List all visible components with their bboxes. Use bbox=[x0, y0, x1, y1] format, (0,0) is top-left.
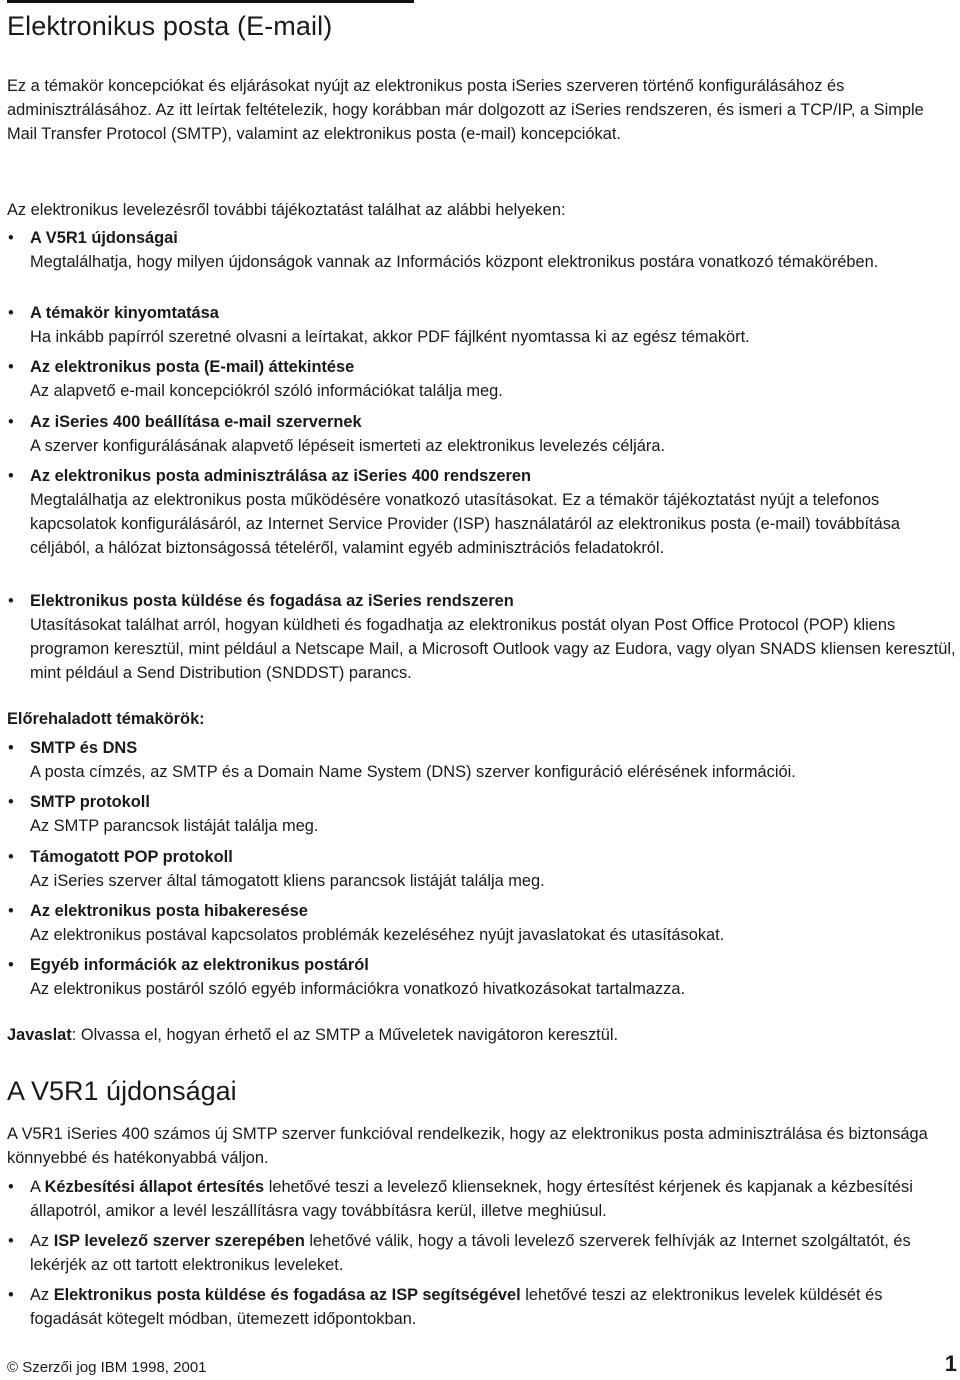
page-number: 1 bbox=[944, 1351, 957, 1376]
feature-link[interactable]: Elektronikus posta küldése és fogadása az ISP segítségével bbox=[53, 1286, 521, 1304]
page-title: Elektronikus posta (E-mail) bbox=[7, 11, 333, 41]
feature-prefix: A bbox=[30, 1178, 45, 1196]
bullet-icon: • bbox=[8, 1286, 14, 1304]
bullet-icon: • bbox=[8, 793, 14, 811]
feature-prefix: Az bbox=[30, 1286, 54, 1304]
bullet-icon: • bbox=[8, 902, 14, 920]
feature-prefix: Az bbox=[30, 1232, 54, 1250]
tip-label: Javaslat bbox=[7, 1026, 72, 1044]
page-footer bbox=[7, 1351, 957, 1380]
list-item bbox=[7, 845, 957, 893]
bullet-icon: • bbox=[8, 848, 14, 866]
info-item-title[interactable]: Elektronikus posta küldése és fogadása az iSeries rendszeren bbox=[30, 592, 514, 610]
list-item bbox=[7, 301, 957, 349]
list-item bbox=[7, 953, 957, 1001]
info-item-desc: Az alapvető e-mail koncepciókról szóló információkat találja meg. bbox=[30, 382, 503, 400]
section-title: A V5R1 újdonságai bbox=[7, 1076, 237, 1106]
tip-line bbox=[7, 1023, 957, 1047]
info-item-title[interactable]: Az elektronikus posta (E-mail) áttekintése bbox=[30, 358, 355, 376]
info-item-title[interactable]: A V5R1 újdonságai bbox=[30, 229, 178, 247]
prereq-item-desc: A posta címzés, az SMTP és a Domain Name System (DNS) szerver konfiguráció elérésének információi. bbox=[30, 763, 796, 781]
bullet-icon: • bbox=[8, 413, 14, 431]
bullet-icon: • bbox=[8, 229, 14, 247]
bullet-icon: • bbox=[8, 358, 14, 376]
prereq-item-desc: Az elektronikus postáról szóló egyéb információkra vonatkozó hivatkozásokat tartalmazza. bbox=[30, 980, 686, 998]
info-item-desc: A szerver konfigurálásának alapvető lépéseit ismerteti az elektronikus levelezés céljára. bbox=[30, 437, 666, 455]
info-lead: Az elektronikus levelezésről további tájékoztatást találhat az alábbi helyeken: bbox=[7, 201, 566, 219]
list-item bbox=[7, 1229, 957, 1277]
info-item-desc: Megtalálhatja, hogy milyen újdonságok vannak az Információs központ elektronikus postára vonatkozó témakörében. bbox=[30, 253, 879, 271]
list-item bbox=[7, 899, 957, 947]
bullet-icon: • bbox=[8, 1232, 14, 1250]
feature-link[interactable]: ISP levelező szerver szerepében bbox=[53, 1232, 305, 1250]
bullet-icon: • bbox=[8, 1178, 14, 1196]
info-item-title[interactable]: Az elektronikus posta adminisztrálása az iSeries 400 rendszeren bbox=[30, 467, 532, 485]
feature-text: lehetővé teszi az elektronikus levelek küldését és fogadását kötegelt módban, ütemezett időpontokban. bbox=[30, 1286, 883, 1328]
prereq-item-title[interactable]: SMTP és DNS bbox=[30, 739, 138, 757]
section-intro: A V5R1 iSeries 400 számos új SMTP szerver funkcióval rendelkezik, hogy az elektronikus posta adminisztrálása és biztonsága könnyebbé és hatékonyabbá váljon. bbox=[7, 1125, 928, 1167]
bullet-icon: • bbox=[8, 467, 14, 485]
prereq-item-title[interactable]: Egyéb információk az elektronikus postáról bbox=[30, 956, 369, 974]
prereq-item-desc: Az iSeries szerver által támogatott kliens parancsok listáját találja meg. bbox=[30, 872, 545, 890]
list-item bbox=[7, 1283, 957, 1331]
info-list bbox=[7, 226, 957, 682]
list-item bbox=[7, 589, 957, 685]
info-item-desc: Megtalálhatja az elektronikus posta működésére vonatkozó utasításokat. Ez a témakör tájékoztatást nyújt a telefonos kapcsolatok konfigurálásáról, az Internet Service Provider (ISP) használatáról az elektronikus posta (e-mail) továbbítása céljából, a hálózat biztonságossá tételéről, valamint egyéb adminisztrációs feladatokról. bbox=[30, 491, 901, 557]
top-rule bbox=[7, 0, 414, 3]
bullet-icon: • bbox=[8, 592, 14, 610]
info-item-desc: Ha inkább papírról szeretné olvasni a leírtakat, akkor PDF fájlként nyomtassa ki az egész témakört. bbox=[30, 328, 750, 346]
prereq-item-title[interactable]: Az elektronikus posta hibakeresése bbox=[30, 902, 308, 920]
prereq-item-title[interactable]: SMTP protokoll bbox=[30, 793, 150, 811]
bullet-icon: • bbox=[8, 739, 14, 757]
list-item bbox=[7, 410, 957, 458]
list-item bbox=[7, 464, 957, 560]
list-item bbox=[7, 790, 957, 838]
feature-text: lehetővé válik, hogy a távoli levelező szerverek felhívják az Internet szolgáltatót, és lekérjék az ott tartott elektronikus leveleket. bbox=[30, 1232, 911, 1274]
info-item-desc: Utasításokat találhat arról, hogyan küldheti és fogadhatja az elektronikus postát olyan Post Office Protocol (POP) kliens programon keresztül, mint például a Netscape Mail, a Microsoft Outlook vagy az Eudora, vagy olyan SNADS kliensen keresztül, mint például a Send Distribution (SNDDST) parancs. bbox=[30, 616, 956, 682]
feature-link[interactable]: Kézbesítési állapot értesítés bbox=[44, 1178, 265, 1196]
bullet-icon: • bbox=[8, 956, 14, 974]
intro-paragraph: Ez a témakör koncepciókat és eljárásokat nyújt az elektronikus posta iSeries szerveren történő konfigurálásához és adminisztrálásához. Az itt leírtak feltételezik, hogy korábban már dolgozott az iSeries rendszeren, és ismeri a TCP/IP, a Simple Mail Transfer Protocol (SMTP), valamint az elektronikus posta (e-mail) koncepciókat. bbox=[7, 77, 924, 143]
prereq-item-title[interactable]: Támogatott POP protokoll bbox=[30, 848, 233, 866]
list-item bbox=[7, 1175, 957, 1223]
prereq-item-desc: Az SMTP parancsok listáját találja meg. bbox=[30, 817, 319, 835]
info-item-title[interactable]: Az iSeries 400 beállítása e-mail szervernek bbox=[30, 413, 362, 431]
feature-text: lehetővé teszi a levelező klienseknek, hogy értesítést kérjenek és kapjanak a kézbesítési állapotról, amikor a levél leszállításra vagy továbbításra kerül, illetve meghiúsul. bbox=[30, 1178, 913, 1220]
prereq-item-desc: Az elektronikus postával kapcsolatos problémák kezeléséhez nyújt javaslatokat és utasításokat. bbox=[30, 926, 725, 944]
list-item bbox=[7, 355, 957, 403]
copyright-text: © Szerzői jog IBM 1998, 2001 bbox=[7, 1359, 207, 1376]
bullet-icon: • bbox=[8, 304, 14, 322]
info-item-title[interactable]: A témakör kinyomtatása bbox=[30, 304, 219, 322]
list-item bbox=[7, 736, 957, 784]
list-item bbox=[7, 226, 957, 288]
tip-text: : Olvassa el, hogyan érhető el az SMTP a Műveletek navigátoron keresztül. bbox=[71, 1026, 619, 1044]
prereq-heading: Előrehaladott témakörök: bbox=[7, 710, 205, 728]
